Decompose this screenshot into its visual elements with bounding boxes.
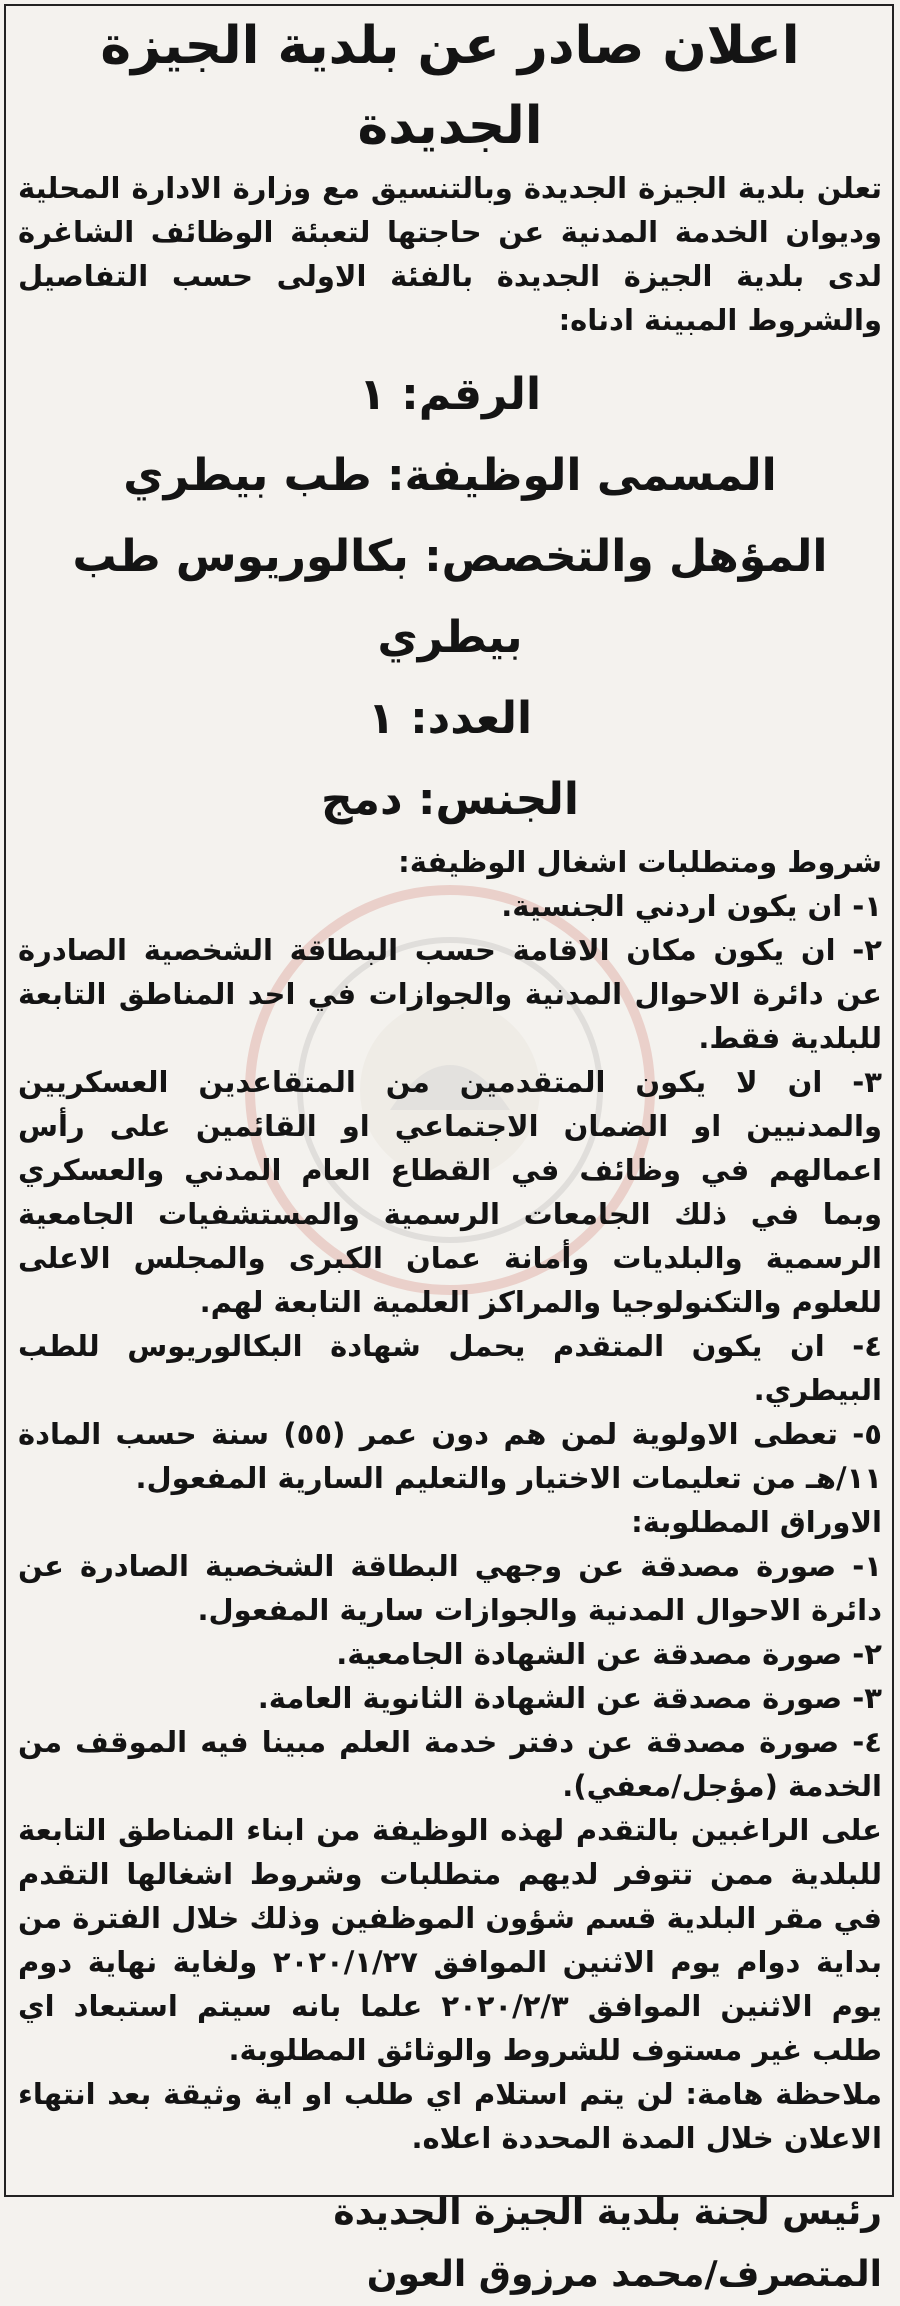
job-title: المسمى الوظيفة: طب بيطري [123, 450, 777, 501]
signature-line-1: رئيس لجنة بلدية الجيزة الجديدة [333, 2192, 882, 2233]
job-gender: الجنس: دمج [321, 774, 579, 825]
condition-item: ٢- ان يكون مكان الاقامة حسب البطاقة الشخصية الصادرة عن دائرة الاحوال المدنية والجوازات في احد المناطق التابعة للبلدية فقط. [18, 933, 882, 1055]
job-details [18, 354, 882, 840]
condition-item: ٣- ان لا يكون المتقدمين من المتقاعدين العسكريين والمدنيين او الضمان الاجتماعي او القائمين على رأس اعمالهم في وظائف في القطاع العام المدني والعسكري وبما في ذلك الجامعات الرسمية والمستشفيات الجامعية الرسمية والبلديات وأمانة عمان الكبرى والمجلس الاعلى للعلوم والتكنولوجيا والمراكز العلمية التابعة لهم. [18, 1065, 882, 1319]
document-item: ٣- صورة مصدقة عن الشهادة الثانوية العامة. [257, 1681, 882, 1715]
signature-line-2: المتصرف/محمد مرزوق العون [366, 2254, 882, 2295]
announcement-title: اعلان صادر عن بلدية الجيزة الجديدة [100, 16, 800, 156]
conditions-section [18, 840, 882, 1500]
condition-item: ٥- تعطى الاولوية لمن هم دون عمر (٥٥) سنة حسب المادة ١١/هـ من تعليمات الاختيار والتعليم السارية المفعول. [18, 1417, 882, 1495]
document-item: ٤- صورة مصدقة عن دفتر خدمة العلم مبينا فيه الموقف من الخدمة (مؤجل/معفي). [18, 1725, 882, 1803]
document-item: ١- صورة مصدقة عن وجهي البطاقة الشخصية الصادرة عن دائرة الاحوال المدنية والجوازات سارية المفعول. [18, 1549, 882, 1627]
condition-item: ١- ان يكون اردني الجنسية. [501, 889, 882, 923]
intro-paragraph: تعلن بلدية الجيزة الجديدة وبالتنسيق مع وزارة الادارة المحلية وديوان الخدمة المدنية عن حاجتها لتعبئة الوظائف الشاغرة لدى بلدية الجيزة الجديدة بالفئة الاولى حسب التفاصيل والشروط المبينة ادناه: [18, 171, 882, 337]
document-item: ٢- صورة مصدقة عن الشهادة الجامعية. [336, 1637, 882, 1671]
conditions-heading: شروط ومتطلبات اشغال الوظيفة: [398, 845, 882, 879]
application-instructions: على الراغبين بالتقدم لهذه الوظيفة من ابناء المناطق التابعة للبلدية ممن تتوفر لديهم متطلبات وشروط اشغالها التقدم في مقر البلدية قسم شؤون الموظفين وذلك خلال الفترة من بداية دوام يوم الاثنين الموافق ٢٠٢٠/١/٢٧ ولغاية نهاية دوم يوم الاثنين الموافق ٢٠٢٠/٢/٣ علما بانه سيتم استبعاد اي طلب غير مستوف للشروط والوثائق المطلوبة. [18, 1813, 883, 2067]
announcement [18, 6, 882, 2306]
job-qualification: المؤهل والتخصص: بكالوريوس طب بيطري [72, 531, 828, 663]
important-note: ملاحظة هامة: لن يتم استلام اي طلب او اية وثيقة بعد انتهاء الاعلان خلال المدة المحددة اعلاه. [18, 2077, 882, 2155]
documents-heading: الاوراق المطلوبة: [631, 1505, 882, 1539]
job-count: العدد: ١ [367, 693, 533, 744]
job-number: الرقم: ١ [358, 369, 542, 420]
documents-section [18, 1500, 882, 1808]
condition-item: ٤- ان يكون المتقدم يحمل شهادة البكالوريوس للطب البيطري. [18, 1329, 882, 1407]
signature-block [18, 2182, 882, 2306]
